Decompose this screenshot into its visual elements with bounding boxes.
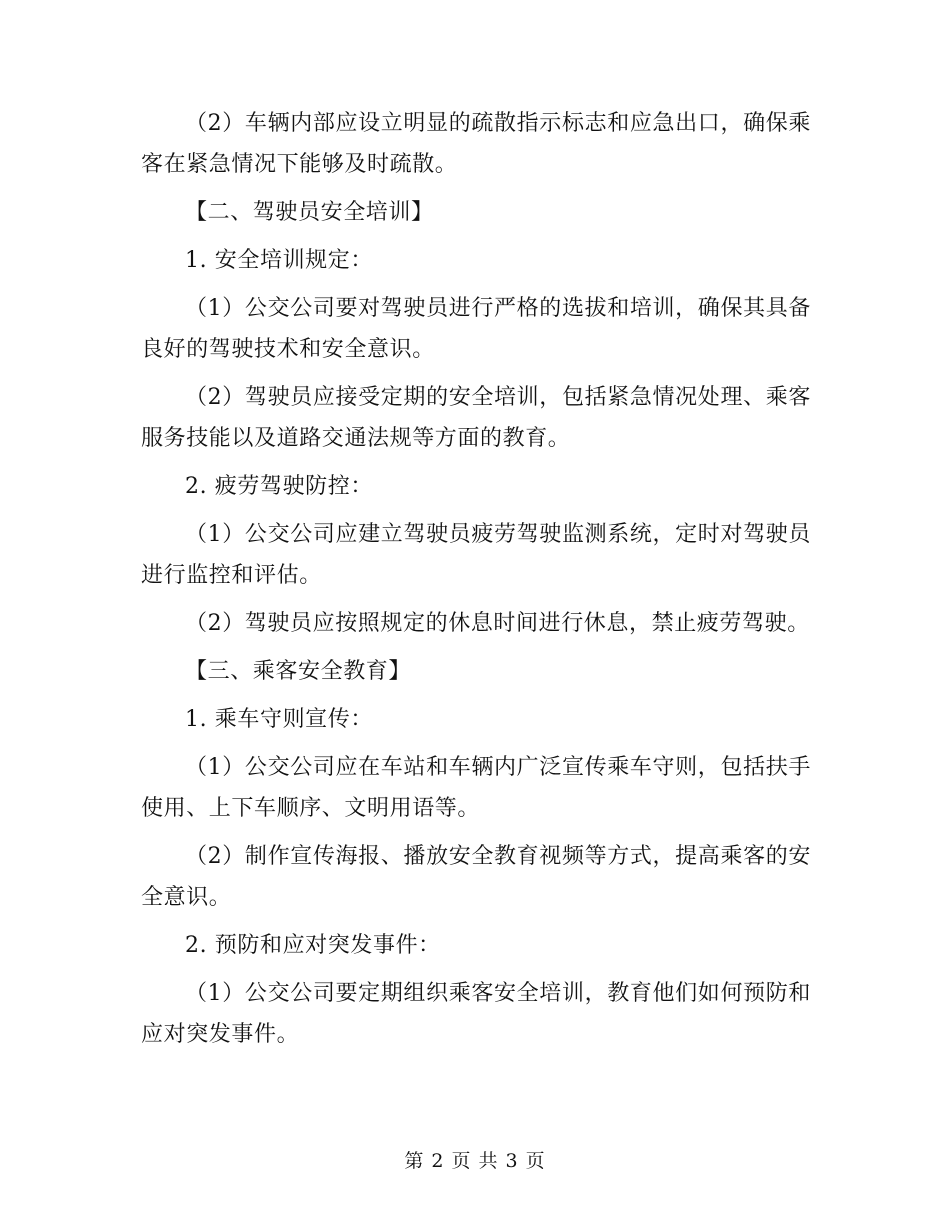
paragraph: （2）车辆内部应设立明显的疏散指示标志和应急出口，确保乘客在紧急情况下能够及时疏散。 [141,111,811,177]
subsection-heading: 1. 乘车守则宣传： [185,707,373,732]
section-heading: 【三、乘客安全教育】 [185,659,412,684]
paragraph: （2）驾驶员应按照规定的休息时间进行休息，禁止疲劳驾驶。 [185,611,810,636]
subsection-heading: 2. 预防和应对突发事件： [185,933,441,958]
paragraph: （1）公交公司应在车站和车辆内广泛宣传乘车守则，包括扶手使用、上下车顺序、文明用语等。 [141,755,811,821]
section-heading: 【二、驾驶员安全培训】 [185,200,434,225]
document-body [141,103,811,1062]
subsection-heading: 1. 安全培训规定： [185,248,373,273]
paragraph: （2）制作宣传海报、播放安全教育视频等方式，提高乘客的安全意识。 [141,844,811,910]
page-number-footer: 第 2 页 共 3 页 [404,1150,546,1172]
paragraph: （1）公交公司要定期组织乘客安全培训，教育他们如何预防和应对突发事件。 [141,981,811,1047]
paragraph: （1）公交公司应建立驾驶员疲劳驾驶监测系统，定时对驾驶员进行监控和评估。 [141,522,811,588]
paragraph: （2）驾驶员应接受定期的安全培训，包括紧急情况处理、乘客服务技能以及道路交通法规等方面的教育。 [141,385,811,451]
paragraph: （1）公交公司要对驾驶员进行严格的选拔和培训，确保其具备良好的驾驶技术和安全意识。 [141,296,811,362]
subsection-heading: 2. 疲劳驾驶防控： [185,474,373,499]
